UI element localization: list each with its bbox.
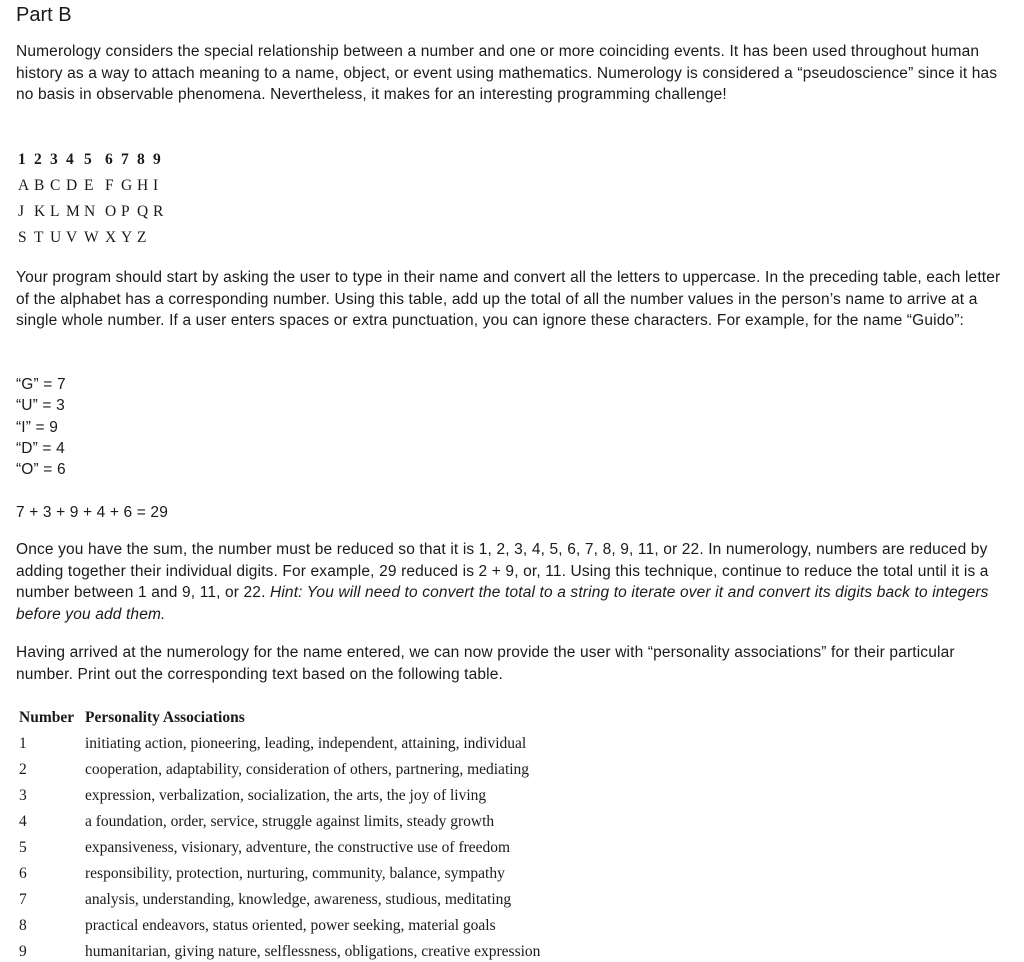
letter-table-header-cell: 9 — [153, 151, 161, 168]
personality-intro-paragraph: Having arrived at the numerology for the name entered, we can now provide the user with “personality associations” for their particular number. Print out the corresponding text based on the following table. — [16, 644, 955, 683]
letter-table-cell: A — [18, 177, 30, 194]
table-row — [19, 861, 540, 887]
letter-table-header-cell: 4 — [66, 151, 74, 168]
letter-table-header-cell: 1 — [18, 151, 26, 168]
example-letter-value: “O” = 6 — [16, 461, 66, 479]
row-associations: responsibility, protection, nurturing, community, balance, sympathy — [85, 865, 505, 882]
letter-table-cell: V — [66, 229, 78, 246]
letter-table-cell — [153, 225, 169, 251]
letter-table-row — [18, 173, 169, 199]
example-sum: 7 + 3 + 9 + 4 + 6 = 29 — [16, 504, 168, 521]
letter-number-table — [18, 147, 169, 251]
example-letter-value: “U” = 3 — [16, 397, 65, 415]
letter-table-cell: K — [34, 203, 46, 220]
table-row — [19, 783, 540, 809]
row-associations: a foundation, order, service, struggle against limits, steady growth — [85, 813, 495, 830]
letter-table-cell: W — [84, 229, 99, 246]
row-number: 8 — [19, 917, 27, 934]
instructions-paragraph: Your program should start by asking the user to type in their name and convert all the letters to uppercase. In the preceding table, each letter of the alphabet has a corresponding number. Using this table, add up the total of all the number values in the person’s name to arrive at a single whole number. If a user enters spaces or extra punctuation, you can ignore these characters. For example, for the name “Guido”: — [16, 269, 1001, 329]
letter-table-header-cell: 2 — [34, 151, 42, 168]
letter-table-header-row — [18, 147, 169, 173]
letter-table-cell: T — [34, 229, 44, 246]
letter-table-cell: G — [121, 177, 133, 194]
letter-table-cell: F — [105, 177, 114, 194]
row-number: 9 — [19, 943, 27, 960]
row-number: 2 — [19, 761, 27, 778]
table-row — [19, 887, 540, 913]
letter-table-cell: X — [105, 229, 117, 246]
row-associations: initiating action, pioneering, leading, independent, attaining, individual — [85, 735, 527, 752]
row-number: 3 — [19, 787, 27, 804]
letter-table-cell: R — [153, 203, 164, 220]
example-letter-values — [16, 374, 66, 480]
letter-table-header-cell: 6 — [105, 151, 113, 168]
letter-table-cell: C — [50, 177, 61, 194]
letter-table-cell: J — [18, 203, 25, 220]
letter-table-cell: Z — [137, 229, 147, 246]
letter-table-cell: H — [137, 177, 149, 194]
row-associations: cooperation, adaptability, consideration of others, partnering, mediating — [85, 761, 530, 778]
letter-table-header-cell: 5 — [84, 151, 92, 168]
table-row — [19, 913, 540, 939]
letter-table-cell: L — [50, 203, 60, 220]
letter-table-header-cell: 8 — [137, 151, 145, 168]
letter-table-header-cell: 3 — [50, 151, 58, 168]
letter-table-cell: U — [50, 229, 62, 246]
row-number: 7 — [19, 891, 27, 908]
table-row — [19, 757, 540, 783]
row-associations: analysis, understanding, knowledge, awareness, studious, meditating — [85, 891, 512, 908]
table-row — [19, 809, 540, 835]
associations-column-header: Personality Associations — [85, 709, 245, 726]
reduction-text: Once you have the sum, the number must be reduced so that it is 1, 2, 3, 4, 5, 6, 7, 8, 9, 11, or 22. In numerology, numbers are reduced by adding together their individual digits. For example, 29 reduced is 2 + 9, or, 11. Using this technique, continue to reduce the total until it is a number between 1 and 9, 11, or 22. — [16, 541, 989, 601]
letter-table-cell: I — [153, 177, 159, 194]
letter-table-cell: E — [84, 177, 94, 194]
letter-table-cell: Y — [121, 229, 133, 246]
table-row — [19, 731, 540, 757]
letter-table-header-cell: 7 — [121, 151, 129, 168]
letter-table-cell: O — [105, 203, 117, 220]
table-row — [19, 939, 540, 962]
page-title: Part B — [16, 4, 72, 26]
letter-table-cell: B — [34, 177, 45, 194]
letter-table-row — [18, 199, 169, 225]
personality-table-header-row — [19, 705, 540, 731]
letter-table-cell: P — [121, 203, 130, 220]
row-number: 6 — [19, 865, 27, 882]
letter-table-cell: S — [18, 229, 27, 246]
intro-paragraph: Numerology considers the special relationship between a number and one or more coinciding events. It has been used throughout human history as a way to attach meaning to a name, object, or event using mathematics. Numerology is considered a “pseudoscience” since it has no basis in observable phenomena. Nevertheless, it makes for an interesting programming challenge! — [16, 43, 998, 103]
example-letter-value: “I” = 9 — [16, 418, 58, 436]
personality-associations-table — [19, 705, 540, 962]
row-associations: practical endeavors, status oriented, power seeking, material goals — [85, 917, 496, 934]
table-row — [19, 835, 540, 861]
example-letter-value: “G” = 7 — [16, 376, 66, 393]
row-associations: expression, verbalization, socialization, the arts, the joy of living — [85, 787, 487, 804]
number-column-header: Number — [19, 709, 75, 726]
letter-table-row — [18, 225, 169, 251]
example-letter-value: “D” = 4 — [16, 439, 65, 457]
row-number: 5 — [19, 839, 27, 856]
letter-table-cell: D — [66, 177, 78, 194]
reduction-paragraph — [16, 539, 1006, 625]
row-number: 4 — [19, 813, 27, 830]
row-number: 1 — [19, 735, 27, 752]
letter-table-cell: Q — [137, 203, 149, 220]
row-associations: humanitarian, giving nature, selflessness, obligations, creative expression — [85, 943, 541, 960]
letter-table-cell: M — [66, 203, 80, 220]
letter-table-cell: N — [84, 203, 96, 220]
reduction-hint: Hint: You will need to convert the total to a string to iterate over it and convert its digits back to integers before you add them. — [16, 584, 989, 623]
row-associations: expansiveness, visionary, adventure, the constructive use of freedom — [85, 839, 511, 856]
